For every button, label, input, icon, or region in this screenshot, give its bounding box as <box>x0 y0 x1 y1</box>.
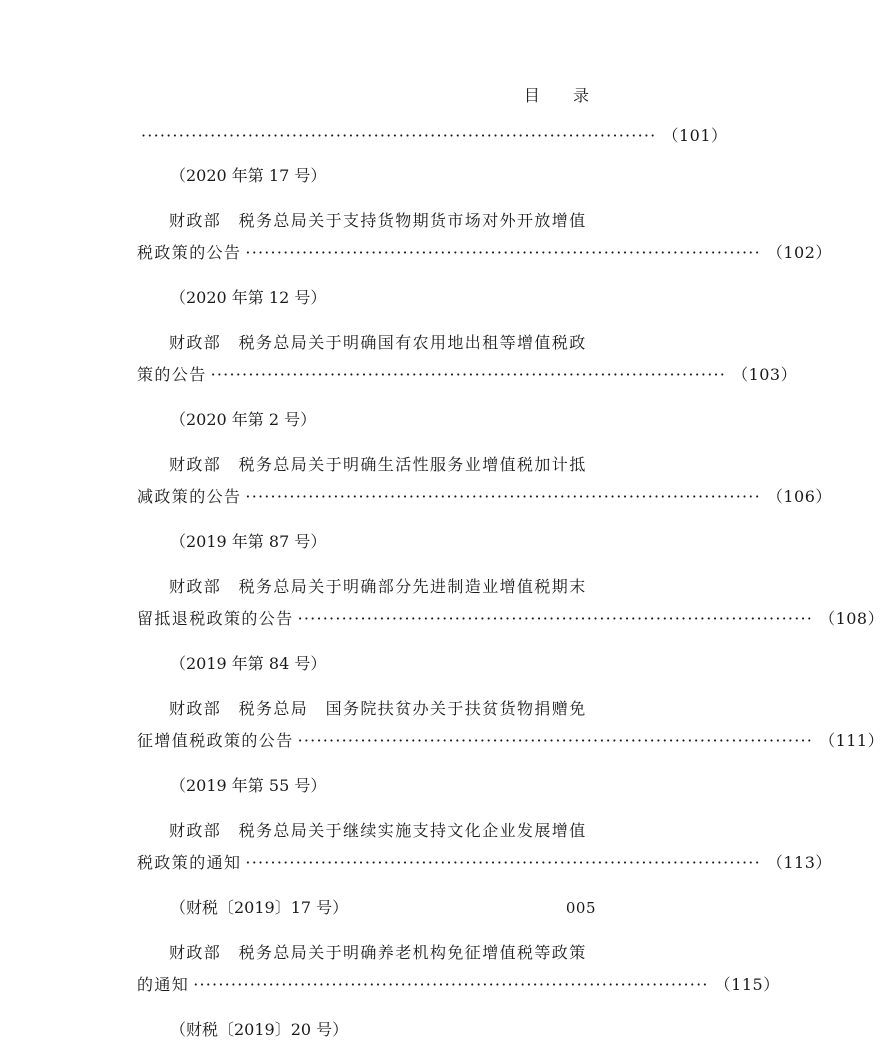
document-number: （财税〔2019〕20 号） <box>170 1020 349 1039</box>
document-number: （2019 年第 55 号） <box>170 776 327 795</box>
page-ref: （103） <box>732 365 798 384</box>
entry-title-end: 留抵退税政策的公告 <box>137 609 294 628</box>
entry-title-end: 减政策的公告 <box>137 487 242 506</box>
entry-title-line: 财政部 税务总局关于继续实施支持文化企业发展增值 <box>169 821 587 840</box>
toc-entry[interactable] <box>137 815 832 879</box>
entry-title-line: 财政部 税务总局关于明确养老机构免征增值税等政策 <box>169 943 587 962</box>
dot-leader: ·················································································· <box>297 731 814 750</box>
entry-title-end: 税政策的公告 <box>137 243 242 262</box>
entry-title-end-line <box>137 725 884 757</box>
entry-title-line: 财政部 税务总局关于明确国有农用地出租等增值税政 <box>169 333 587 352</box>
dot-leader: ·················································································· <box>210 365 727 384</box>
toc-entry[interactable] <box>137 449 832 513</box>
toc-entry[interactable] <box>137 937 780 1001</box>
entry-title-end-line <box>137 359 798 391</box>
document-number: （2020 年第 2 号） <box>170 410 317 429</box>
dot-leader: ·················································································· <box>245 243 761 262</box>
page-number: 005 <box>565 899 596 917</box>
toc-entry[interactable] <box>137 693 884 757</box>
page-ref: （108） <box>819 609 884 628</box>
dot-leader: ·················································································· <box>245 853 761 872</box>
document-number: （2020 年第 17 号） <box>170 166 327 185</box>
entry-title-end: 税政策的通知 <box>137 853 242 872</box>
document-number: （2019 年第 87 号） <box>170 532 327 551</box>
page-ref: （113） <box>766 853 832 872</box>
entry-title-line: 财政部 税务总局关于明确部分先进制造业增值税期末 <box>169 577 587 596</box>
entry-title-end: 的通知 <box>137 975 190 994</box>
page-ref: （115） <box>714 975 780 994</box>
document-number: （财税〔2019〕17 号） <box>170 898 349 917</box>
toc-entry[interactable] <box>137 205 832 269</box>
entry-title-end: 征增值税政策的公告 <box>137 731 294 750</box>
page-ref: （106） <box>766 487 832 506</box>
page-ref: （101） <box>662 126 728 145</box>
dot-leader: ·················································································· <box>193 975 709 994</box>
page-ref: （102） <box>766 243 832 262</box>
entry-title-line: 财政部 税务总局 国务院扶贫办关于扶贫货物捐赠免 <box>169 699 587 718</box>
section-header: 目 录 <box>523 86 603 105</box>
entry-title-line: 财政部 税务总局关于明确生活性服务业增值税加计抵 <box>169 455 587 474</box>
entry-title-end-line <box>137 603 884 635</box>
table-of-contents <box>137 120 884 1059</box>
entry-title-end-line <box>137 237 832 269</box>
document-number: （2019 年第 84 号） <box>170 654 327 673</box>
entry-title-end-line <box>137 481 832 513</box>
dot-leader: ·················································································· <box>245 487 761 506</box>
page-ref: （111） <box>819 731 884 750</box>
document-number: （2020 年第 12 号） <box>170 288 327 307</box>
toc-entry[interactable] <box>137 571 884 635</box>
entry-title-end-line <box>137 847 832 879</box>
entry-title-end: 策的公告 <box>137 365 207 384</box>
dot-leader: ·················································································· <box>141 126 657 145</box>
entry-title-line: 财政部 税务总局关于支持货物期货市场对外开放增值 <box>169 211 587 230</box>
toc-continuation-line[interactable] <box>137 120 728 152</box>
entry-title-end-line <box>137 969 780 1001</box>
dot-leader: ·················································································· <box>297 609 814 628</box>
toc-entry[interactable] <box>137 327 798 391</box>
